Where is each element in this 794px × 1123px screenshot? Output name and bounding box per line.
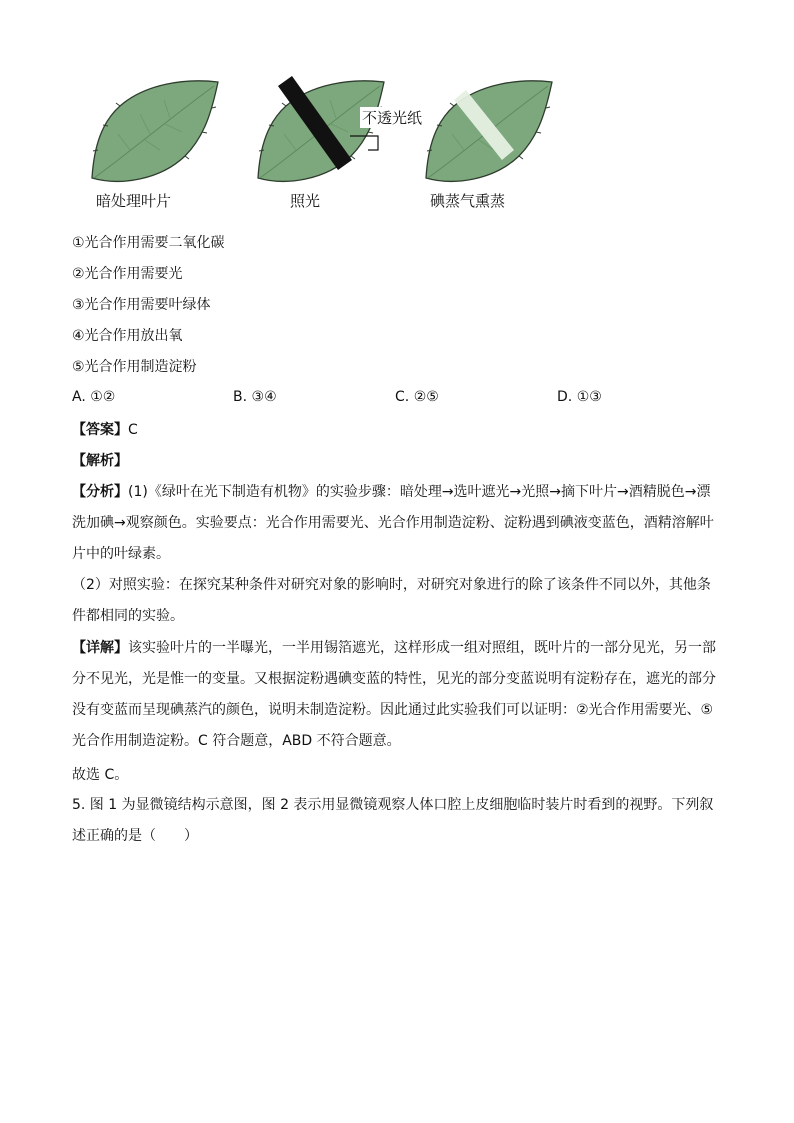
figure-caption-dark: 暗处理叶片 (96, 192, 172, 210)
analysis-heading: 【解析】 (72, 453, 128, 469)
option-c-text: ②⑤ (413, 389, 439, 405)
option-b-text: ③④ (251, 389, 277, 405)
answer-value: C (128, 422, 138, 438)
conclusion-line: 故选 C。 (72, 767, 129, 783)
option-b (233, 389, 277, 405)
covered-leaf-image (256, 74, 386, 186)
option-a-text: ①② (90, 389, 116, 405)
statement-3: ③光合作用需要叶绿体 (72, 297, 211, 313)
opaque-paper-label: 不透光纸 (362, 109, 423, 127)
fenxi-paragraph-2 (72, 570, 722, 632)
answer-label: 【答案】 (72, 422, 128, 438)
statement-2: ②光合作用需要光 (72, 266, 183, 282)
fenxi-text-2: （2）对照实验：在探究某种条件对研究对象的影响时，对研究对象进行的除了该条件不同以外，其他条件都相同的实验。 (72, 577, 711, 624)
statement-1: ①光合作用需要二氧化碳 (72, 235, 225, 251)
iodine-treated-leaf-image (424, 74, 554, 186)
option-a (72, 389, 115, 405)
figure-caption-light: 照光 (290, 192, 321, 210)
leaf-experiment-figure (80, 74, 560, 214)
question-5 (72, 790, 722, 852)
dark-treated-leaf-image (90, 74, 220, 186)
option-c-letter: C. (395, 389, 410, 405)
question-5-text: 5. 图 1 为显微镜结构示意图，图 2 表示用显微镜观察人体口腔上皮细胞临时装片时看到的视野。下列叙述正确的是（ ） (72, 797, 714, 844)
detail-text: 该实验叶片的一半曝光，一半用锡箔遮光，这样形成一组对照组，既叶片的一部分见光，另一部分不见光，光是惟一的变量。又根据淀粉遇碘变蓝的特性，见光的部分变蓝说明有淀粉存在，遮光的部分没有变蓝而呈现碘蒸汽的颜色，说明未制造淀粉。因此通过此实验我们可以证明：②光合作用需要光、⑤光合作用制造淀粉。C 符合题意，ABD 不符合题意。 (72, 640, 716, 749)
answer-line (72, 420, 138, 440)
option-c (395, 389, 439, 405)
statement-5: ⑤光合作用制造淀粉 (72, 359, 197, 375)
fenxi-paragraph-1 (72, 477, 722, 570)
option-b-letter: B. (233, 389, 248, 405)
option-d-text: ①③ (576, 389, 602, 405)
option-d-letter: D. (557, 389, 573, 405)
statement-4: ④光合作用放出氧 (72, 328, 183, 344)
option-a-letter: A. (72, 389, 86, 405)
analysis-label (72, 451, 128, 471)
fenxi-text-1: (1)《绿叶在光下制造有机物》的实验步骤：暗处理→选叶遮光→光照→摘下叶片→酒精脱色→漂洗加碘→观察颜色。实验要点：光合作用需要光、光合作用制造淀粉、淀粉遇到碘液变蓝色，酒精溶解叶片中的叶绿素。 (72, 484, 714, 562)
figure-caption-iodine: 碘蒸气熏蒸 (430, 192, 506, 210)
detail-label: 【详解】 (72, 640, 128, 656)
fenxi-label: 【分析】 (72, 484, 128, 500)
detail-paragraph (72, 633, 722, 757)
option-d (557, 389, 602, 405)
